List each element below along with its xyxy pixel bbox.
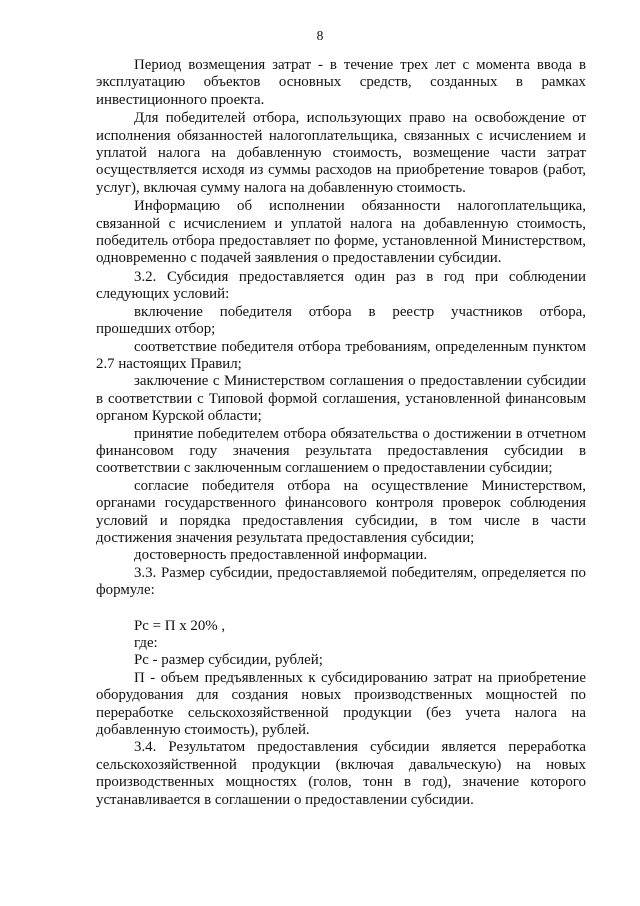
condition-reliability: достоверность предоставленной информации.: [134, 547, 428, 564]
paragraph-section-3-4: 3.4. Результатом предоставления субсидии является переработка сельскохозяйственной продукции (включая давальческую) на новых производственных мощностях (голов, тонн в год), значение которого устанавливается в соглашении о предоставлении субсидии.: [96, 739, 586, 808]
document-body: [96, 57, 586, 809]
paragraph-section-3-3: 3.3. Размер субсидии, предоставляемой победителям, определяется по формуле:: [96, 564, 586, 599]
condition-consent-inspection: согласие победителя отбора на осуществление Министерством, органами государственного финансового контроля проверок соблюдения условий и порядка предоставления субсидии, в том числе в части достижения значения результата предоставления субсидии;: [96, 477, 586, 546]
paragraph-reimbursement-period: Период возмещения затрат - в течение трех лет с момента ввода в эксплуатацию объектов основных средств, созданных в рамках инвестиционного проекта.: [96, 57, 586, 108]
subsidy-formula: Рс = П х 20% ,: [134, 617, 226, 634]
condition-compliance: соответствие победителя отбора требованиям, определенным пунктом 2.7 настоящих Правил;: [96, 338, 586, 372]
page-number: 8: [316, 28, 324, 43]
formula-definition-p: П - объем предъявленных к субсидированию затрат на приобретение оборудования для создания новых производственных мощностей по переработке сельскохозяйственной продукции (без учета налога на добавленную стоимость), рублей.: [96, 669, 586, 739]
condition-inclusion-registry: включение победителя отбора в реестр участников отбора, прошедших отбор;: [96, 303, 586, 338]
paragraph-section-3-2: 3.2. Субсидия предоставляется один раз в год при соблюдении следующих условий:: [96, 268, 586, 303]
formula-where: где:: [134, 635, 158, 651]
paragraph-vat-exemption: Для победителей отбора, использующих право на освобождение от исполнения обязанностей налогоплательщика, связанных с исчислением и уплатой налога на добавленную стоимость, возмещение части затрат осуществляется исходя из суммы расходов на приобретение товаров (работ, услуг), включая сумму налога на добавленную стоимость.: [96, 110, 586, 196]
condition-obligation: принятие победителем отбора обязательства о достижении в отчетном финансовом году значения результата предоставления субсидии в соответствии с заключенным соглашением о предоставлении субсидии;: [96, 425, 586, 477]
condition-agreement: заключение с Министерством соглашения о предоставлении субсидии в соответствии с Типовой формой соглашения, установленной финансовым органом Курской области;: [96, 373, 586, 425]
formula-definition-rs: Рс - размер субсидии, рублей;: [134, 652, 323, 669]
paragraph-vat-information: Информацию об исполнении обязанности налогоплательщика, связанной с исчислением и уплатой налога на добавленную стоимость, победитель отбора предоставляет по форме, установленной Министерством, одновременно с подачей заявления о предоставлении субсидии.: [96, 198, 586, 267]
